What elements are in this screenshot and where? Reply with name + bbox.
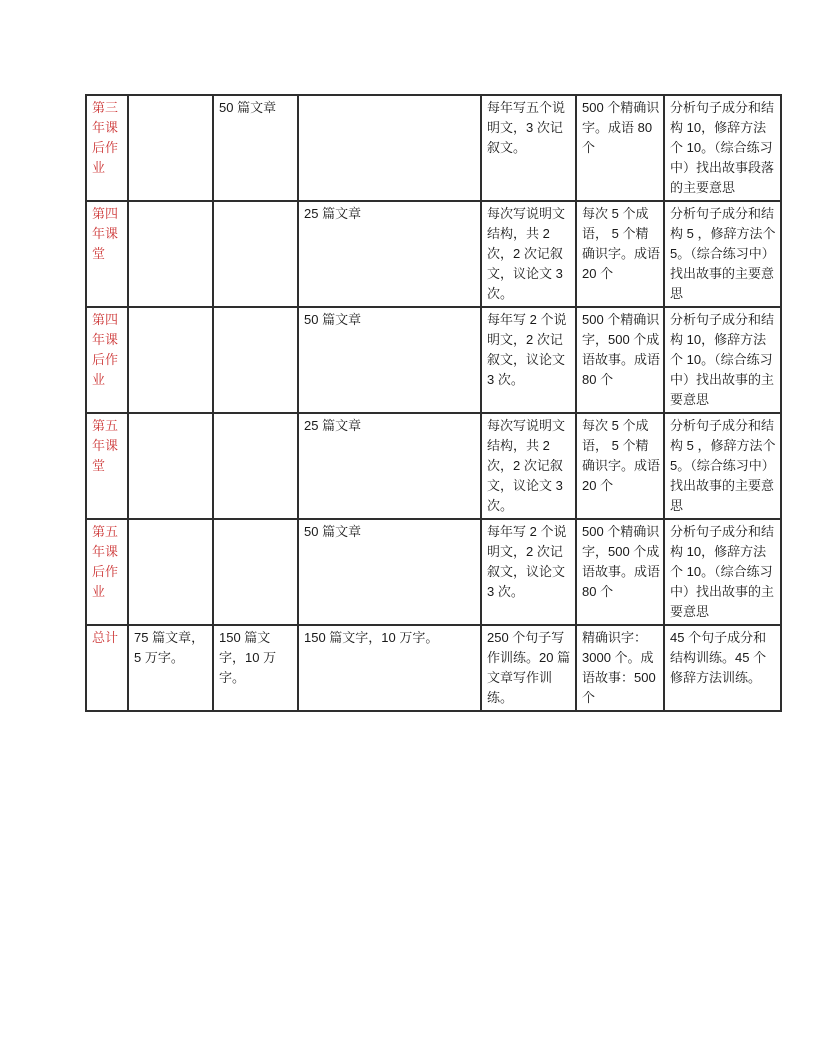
table-cell: 精确识字：3000 个。成语故事：500 个 bbox=[576, 625, 664, 711]
table-cell: 45 个句子成分和结构训练。45 个修辞方法训练。 bbox=[664, 625, 781, 711]
row-header-cell: 总计 bbox=[86, 625, 128, 711]
table-cell: 150 篇文字，10 万字。 bbox=[213, 625, 298, 711]
table-row bbox=[86, 95, 781, 201]
table-cell: 分析句子成分和结构 5 ，修辞方法个 5。（综合练习中）找出故事的主要意思 bbox=[664, 201, 781, 307]
table-cell: 250 个句子写作训练。20 篇文章写作训练。 bbox=[481, 625, 576, 711]
table-row bbox=[86, 413, 781, 519]
table-cell bbox=[128, 201, 213, 307]
table-cell bbox=[128, 307, 213, 413]
table-cell: 每次写说明文结构，共 2 次，2 次记叙文，议论文 3 次。 bbox=[481, 201, 576, 307]
row-header-cell: 第三年课后作业 bbox=[86, 95, 128, 201]
table-cell: 500 个精确识字。成语 80 个 bbox=[576, 95, 664, 201]
row-header-cell: 第四年课堂 bbox=[86, 201, 128, 307]
table-cell: 每次 5 个成语， 5 个精确识字。成语 20 个 bbox=[576, 201, 664, 307]
table-cell: 分析句子成分和结构 10，修辞方法个 10。（综合练习中）找出故事的主要意思 bbox=[664, 519, 781, 625]
table-cell: 每次 5 个成语， 5 个精确识字。成语 20 个 bbox=[576, 413, 664, 519]
table-cell bbox=[213, 307, 298, 413]
table-cell: 分析句子成分和结构 5 ，修辞方法个 5。（综合练习中）找出故事的主要意思 bbox=[664, 413, 781, 519]
table-cell: 500 个精确识字，500 个成语故事。成语 80 个 bbox=[576, 519, 664, 625]
table-cell: 50 篇文章 bbox=[298, 519, 481, 625]
table-cell bbox=[213, 413, 298, 519]
table-cell bbox=[298, 95, 481, 201]
table-cell: 50 篇文章 bbox=[213, 95, 298, 201]
table-cell bbox=[128, 413, 213, 519]
table-cell: 75 篇文章，5 万字。 bbox=[128, 625, 213, 711]
table-cell: 500 个精确识字，500 个成语故事。成语 80 个 bbox=[576, 307, 664, 413]
table-cell: 25 篇文章 bbox=[298, 201, 481, 307]
table-row bbox=[86, 519, 781, 625]
table-cell: 150 篇文字，10 万字。 bbox=[298, 625, 481, 711]
table-cell: 每年写 2 个说明文，2 次记叙文，议论文 3 次。 bbox=[481, 519, 576, 625]
table-cell: 每年写 2 个说明文，2 次记叙文，议论文 3 次。 bbox=[481, 307, 576, 413]
table-row bbox=[86, 307, 781, 413]
table-cell: 50 篇文章 bbox=[298, 307, 481, 413]
table-cell bbox=[128, 95, 213, 201]
table-row bbox=[86, 201, 781, 307]
table-cell bbox=[213, 201, 298, 307]
table-cell bbox=[213, 519, 298, 625]
row-header-cell: 第五年课堂 bbox=[86, 413, 128, 519]
row-header-cell: 第五年课后作业 bbox=[86, 519, 128, 625]
table-cell bbox=[128, 519, 213, 625]
row-header-cell: 第四年课后作业 bbox=[86, 307, 128, 413]
table-cell: 每次写说明文结构，共 2 次，2 次记叙文，议论文 3 次。 bbox=[481, 413, 576, 519]
table-cell: 分析句子成分和结构 10，修辞方法个 10。（综合练习中）找出故事的主要意思 bbox=[664, 307, 781, 413]
table-row bbox=[86, 625, 781, 711]
table-cell: 分析句子成分和结构 10，修辞方法个 10。（综合练习中）找出故事段落的主要意思 bbox=[664, 95, 781, 201]
table-cell: 25 篇文章 bbox=[298, 413, 481, 519]
table-cell: 每年写五个说明文，3 次记叙文。 bbox=[481, 95, 576, 201]
curriculum-summary-table bbox=[85, 94, 782, 712]
